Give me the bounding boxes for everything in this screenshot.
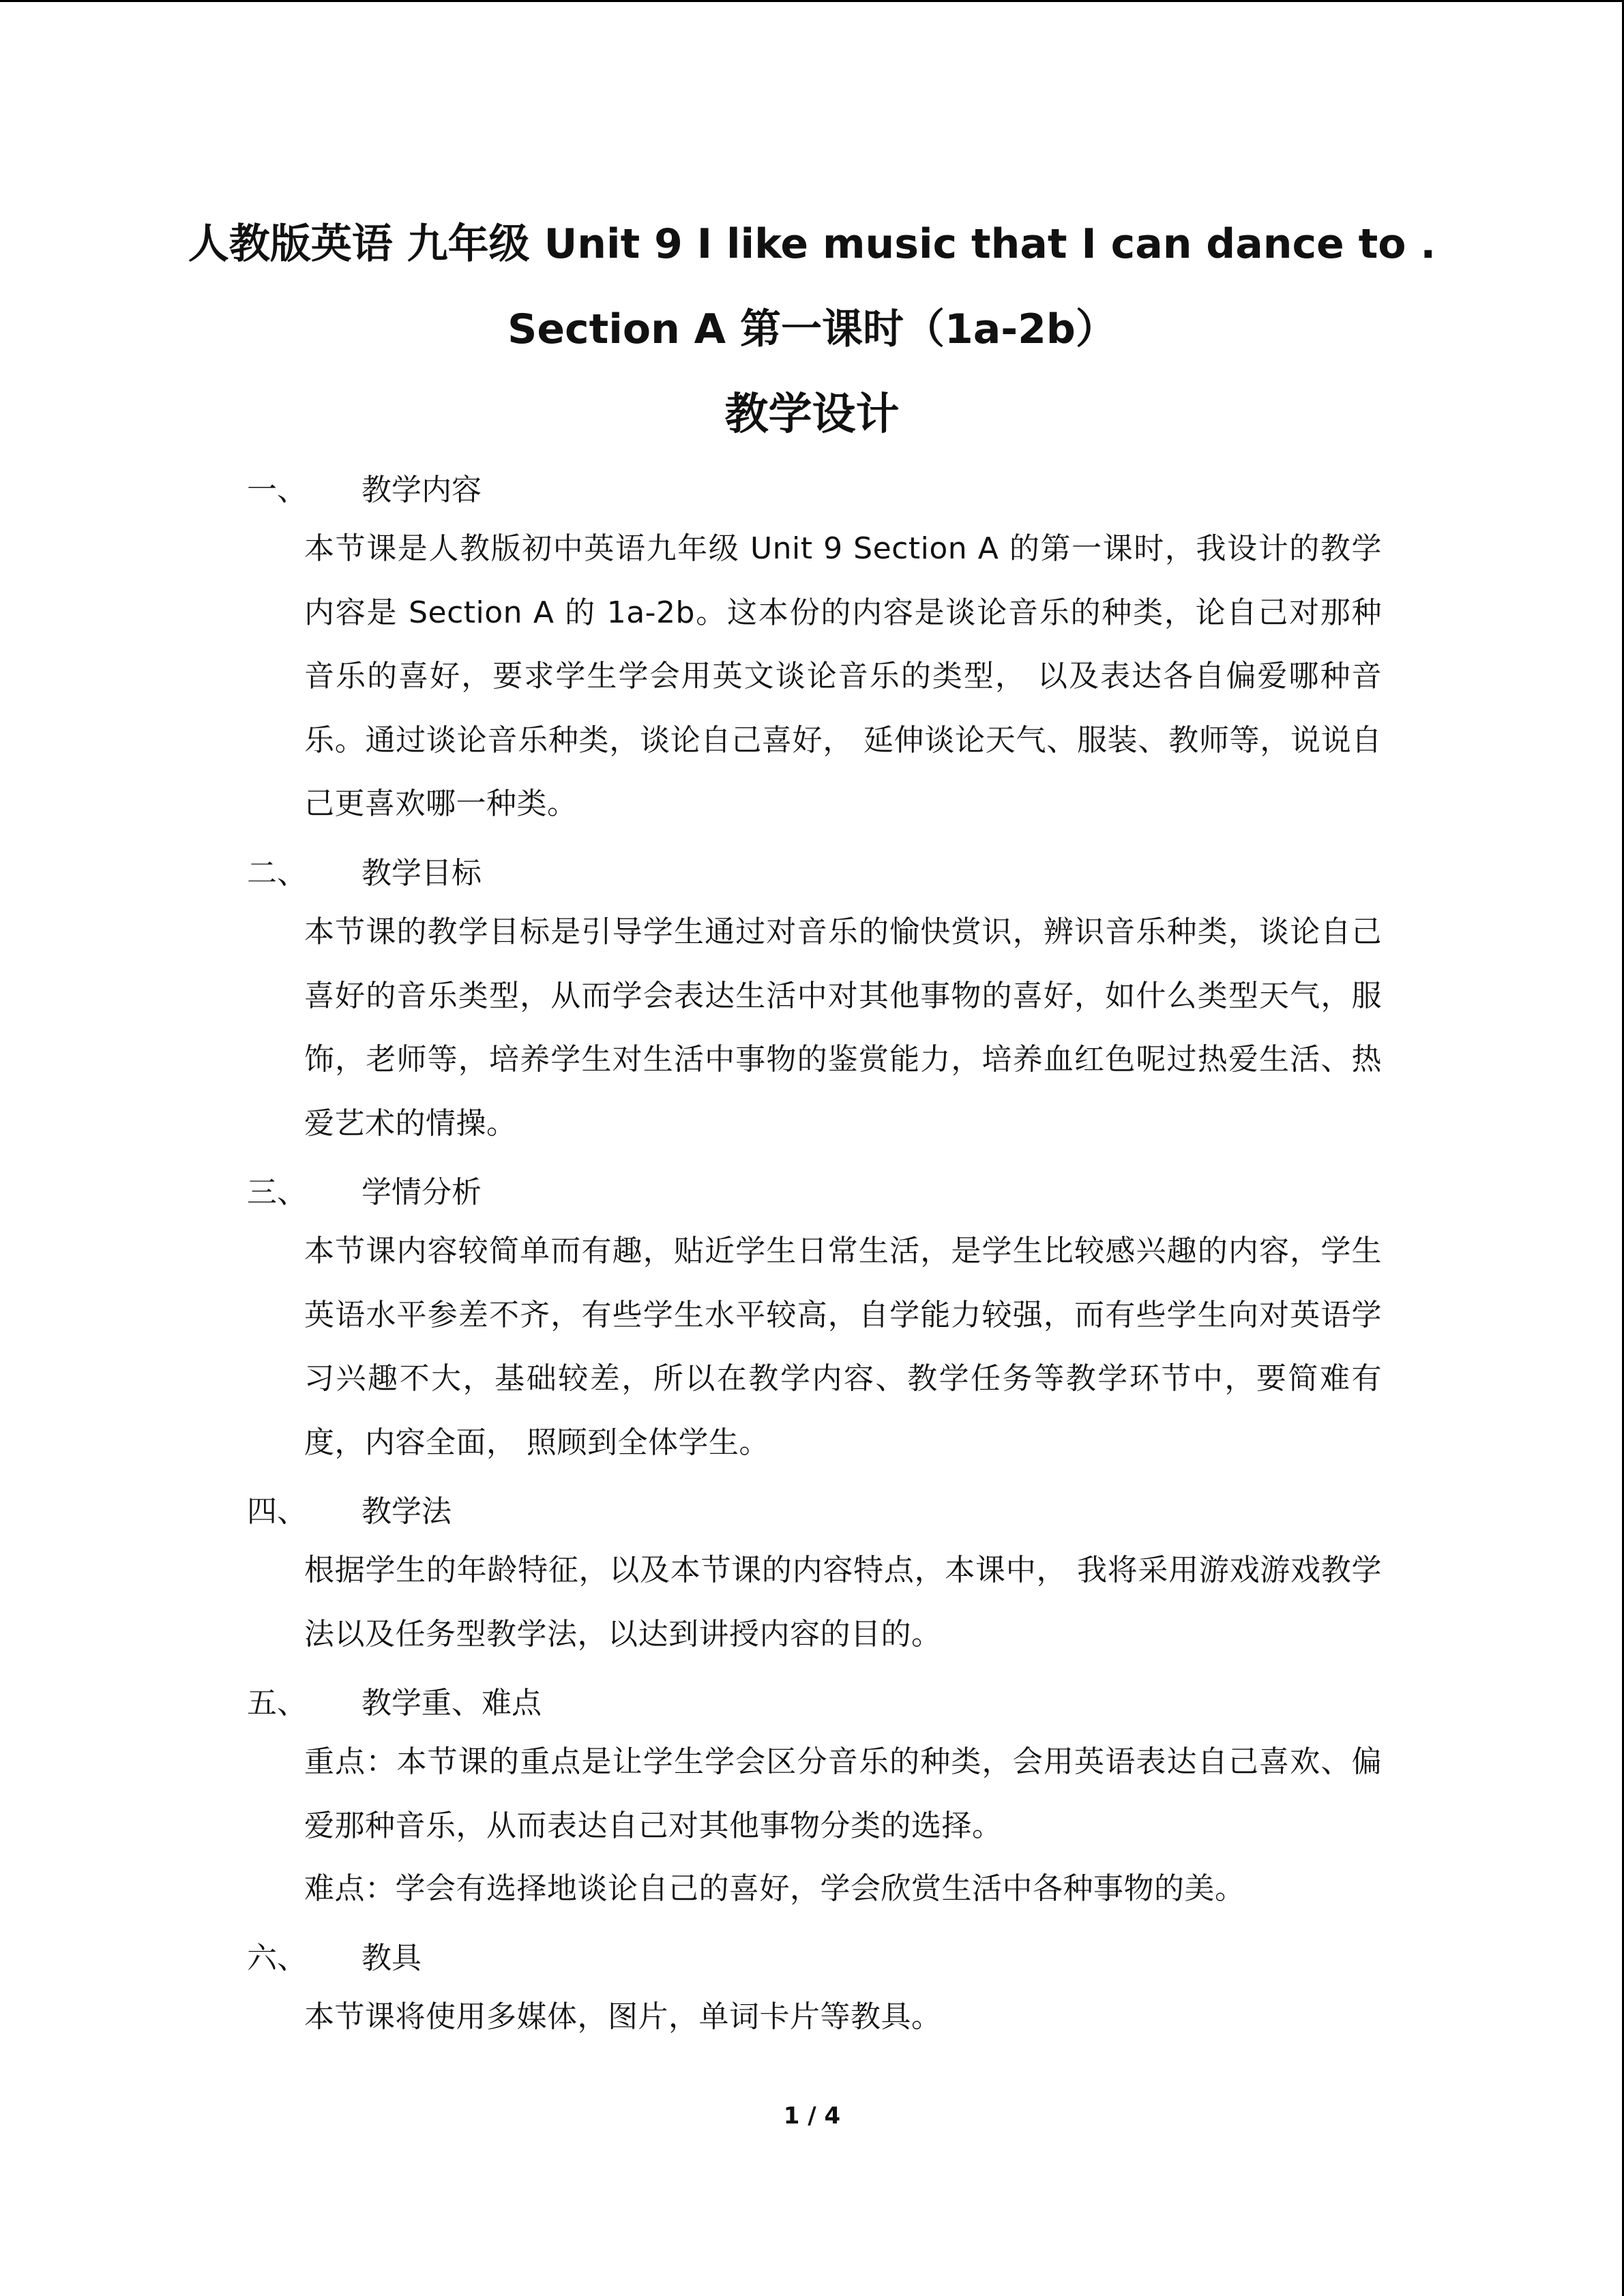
section-title: 教具 [361,1941,422,1976]
section-2-paragraph-1: 本节课的教学目标是引导学生通过对音乐的愉快赏识，辨识音乐种类，谈论自己喜好的音乐类型，从而学会表达生活中对其他事物的喜好，如什么类型天气，服饰，老师等，培养学生对生活中事物的鉴赏能力，培养血红色呢过热爱生活、热爱艺术的情操。 [304,914,1382,1141]
section-3-paragraph-1: 本节课内容较简单而有趣，贴近学生日常生活，是学生比较感兴趣的内容，学生英语水平参差不齐，有些学生水平较高，自学能力较强，而有些学生向对英语学习兴趣不大，基础较差，所以在教学内容、教学任务等教学环节中，要简难有度，内容全面， 照顾到全体学生。 [304,1234,1382,1460]
section-5-paragraph-1: 重点：本节课的重点是让学生学会区分音乐的种类，会用英语表达自己喜欢、偏爱那种音乐，从而表达自己对其他事物分类的选择。 [304,1744,1382,1843]
section-heading-4 [247,1487,452,1530]
section-number: 五、 [247,1686,307,1720]
section-1-paragraph-1: 本节课是人教版初中英语九年级 Unit 9 Section A 的第一课时，我设计的教学内容是 Section A 的 1a-2b。这本份的内容是谈论音乐的种类，论自己对那种音乐的喜好，要求学生学会用英文谈论音乐的类型， 以及表达各自偏爱哪种音乐。通过谈论音乐种类，谈论自己喜好， 延伸谈论天气、服装、教师等，说说自己更喜欢哪一种类。 [304,531,1382,821]
document-title-line-1: 人教版英语 九年级 Unit 9 I like music that I can dance to . [188,220,1436,268]
section-heading-3 [247,1167,482,1211]
section-title: 教学法 [361,1494,452,1529]
page-border-top [0,0,1624,2]
section-6-paragraph-1: 本节课将使用多媒体，图片，单词卡片等教具。 [304,1999,942,2034]
page-number: 1 / 4 [783,2102,841,2130]
section-heading-2 [247,848,482,892]
section-title: 教学目标 [361,856,482,891]
section-number: 二、 [247,856,307,891]
section-title: 教学重、难点 [361,1686,542,1720]
section-heading-5 [247,1678,542,1722]
section-number: 一、 [247,473,307,507]
section-4-paragraph-1: 根据学生的年龄特征，以及本节课的内容特点，本课中， 我将采用游戏游戏教学法以及任务型教学法，以达到讲授内容的目的。 [304,1553,1382,1652]
section-number: 三、 [247,1175,307,1210]
section-number: 四、 [247,1494,307,1529]
section-title: 教学内容 [361,473,482,507]
section-heading-6 [247,1933,422,1977]
section-heading-1 [247,465,482,509]
section-title: 学情分析 [361,1175,482,1210]
document-title-line-2: Section A 第一课时（1a-2b） [507,305,1117,353]
document-title-line-3: 教学设计 [724,389,900,440]
section-number: 六、 [247,1941,307,1976]
section-5-paragraph-2: 难点：学会有选择地谈论自己的喜好，学会欣赏生活中各种事物的美。 [304,1871,1245,1906]
